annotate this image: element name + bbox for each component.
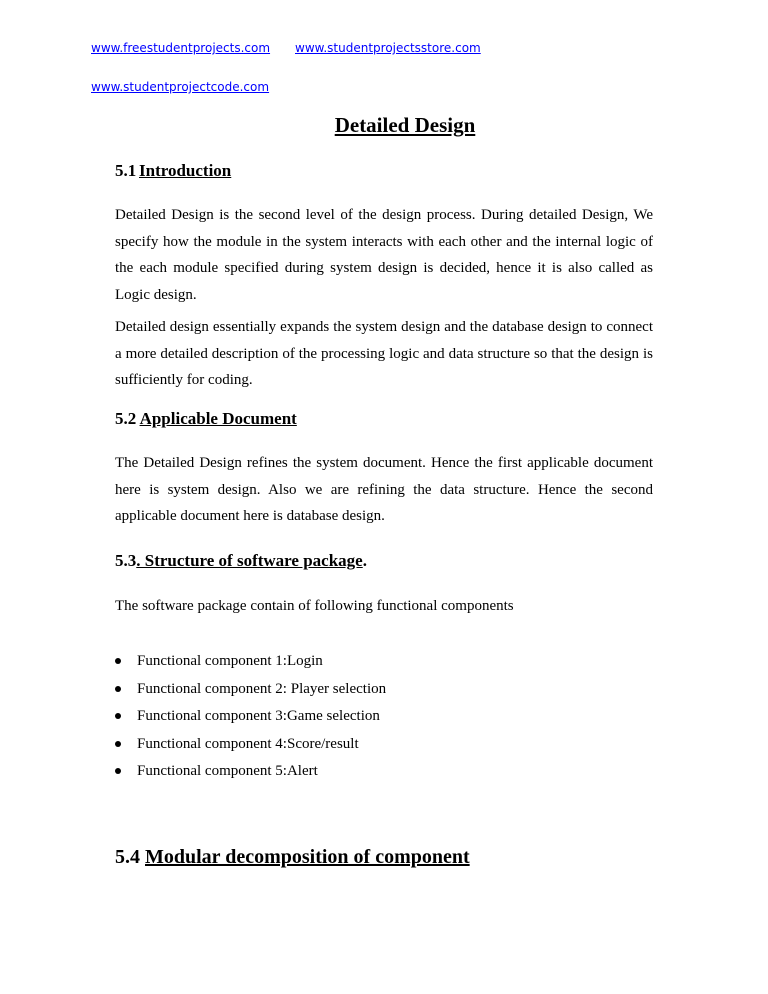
bullet-icon (115, 741, 121, 747)
list-item (115, 706, 386, 734)
section-heading-text: Introduction (139, 161, 232, 180)
document-title-text: Detailed Design (334, 113, 476, 137)
section-heading-text: . Structure of software package (136, 551, 363, 570)
section-heading-structure (115, 551, 367, 571)
section-number: 5.2 (115, 409, 140, 428)
section-number: 5.1 (115, 161, 137, 180)
list-item (115, 734, 386, 762)
document-title (0, 113, 768, 138)
bullet-icon (115, 658, 121, 664)
header-link-studentprojectsstore[interactable]: www.studentprojectsstore.com (295, 41, 481, 55)
section-heading-text: Modular decomposition of component (145, 846, 470, 868)
section-heading-tail: . (362, 551, 367, 570)
introduction-paragraph-2: Detailed design essentially expands the system design and the database design to connect a more detailed description of the processing logic and data structure so that the design is sufficiently for coding. (115, 319, 653, 388)
bullet-icon (115, 768, 121, 774)
section-number: 5.3 (115, 551, 137, 570)
list-item-text: Functional component 1:Login (137, 653, 323, 669)
header-link-freestudentprojects[interactable]: www.freestudentprojects.com (91, 41, 271, 55)
applicable-document-paragraph: The Detailed Design refines the system document. Hence the first applicable document here is system design. Also we are refining the data structure. Hence the second applicable document here is database design. (115, 455, 653, 524)
list-item (115, 679, 386, 707)
structure-intro-paragraph: The software package contain of following functional components (115, 598, 514, 614)
introduction-paragraph-1: Detailed Design is the second level of the design process. During detailed Design, We specify how the module in the system interacts with each other and the internal logic of the each module specified during system design is decided, hence it is also called as Logic design. (115, 207, 653, 303)
section-heading-introduction (115, 161, 231, 181)
bullet-icon (115, 713, 121, 719)
section-number: 5.4 (115, 846, 145, 868)
header-link-studentprojectcode[interactable]: www.studentprojectcode.com (91, 80, 270, 94)
functional-components-list (115, 651, 386, 789)
list-item-text: Functional component 5:Alert (137, 763, 318, 779)
section-heading-text: Applicable Document (139, 409, 297, 428)
list-item (115, 651, 386, 679)
list-item (115, 761, 386, 789)
list-item-text: Functional component 4:Score/result (137, 735, 359, 752)
section-heading-applicable-document (115, 409, 297, 429)
list-item-text: Functional component 3:Game selection (137, 708, 380, 724)
section-heading-modular-decomposition (115, 846, 470, 869)
bullet-icon (115, 686, 121, 692)
list-item-text: Functional component 2: Player selection (137, 680, 387, 697)
